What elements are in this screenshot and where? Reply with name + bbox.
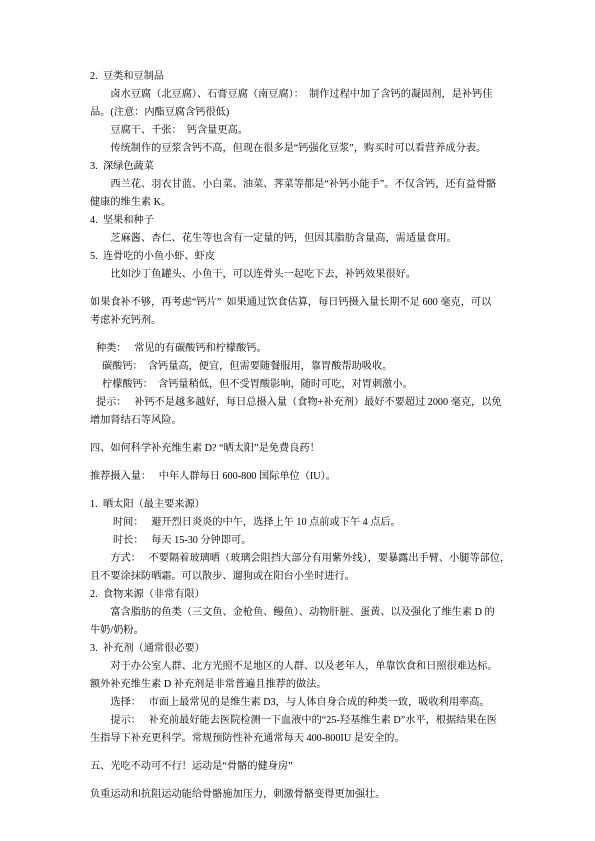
list-number: 2. (90, 71, 98, 82)
paragraph-line: 牛奶/奶粉。 (90, 625, 144, 636)
list-item-heading (90, 68, 520, 86)
list-number: 1. (90, 499, 98, 510)
list-item-title: 食物来源（非常有限） (103, 589, 205, 600)
paragraph-line: 方式： 不要隔着玻璃晒（玻璃会阻挡大部分有用紫外线），要暴露出手臂、小腿等部位， (110, 553, 511, 564)
list-number: 5. (90, 251, 98, 262)
section-heading: 四、如何科学补充维生素 D? “晒太阳”是免费良药！ (90, 443, 320, 454)
paragraph-line: 对于办公室人群、北方光照不足地区的人群、以及老年人，单靠饮食和日照很难达标。 (110, 661, 498, 672)
paragraph-line: 如果食补不够，再考虑“钙片” 如果通过饮食估算，每日钙摄入量长期不足 600 毫克，可以 (90, 297, 492, 308)
recommended-intake-line: 推荐摄入量： 中年人群每日 600-800 国际单位（IU）。 (90, 471, 336, 482)
calcium-carbonate-line: 碳酸钙： 含钙量高，便宜，但需要随餐服用，靠胃酸帮助吸收。 (102, 361, 393, 372)
list-item-title: 坚果和种子 (103, 215, 154, 226)
paragraph-line: 健康的维生素 K。 (90, 197, 172, 208)
list-number: 3. (90, 161, 98, 172)
paragraph-line: 西兰花、羽衣甘蓝、小白菜、油菜、荠菜等都是“补钙小能手”。不仅含钙，还有益骨骼 (110, 179, 497, 190)
paragraph-line: 选择： 市面上最常见的是维生素 D3，与人体自身合成的种类一致，吸收利用率高。 (110, 697, 490, 708)
paragraph-line: 传统制作的豆浆含钙不高，但现在很多是“钙强化豆浆”，购买时可以看营养成分表。 (110, 143, 487, 154)
paragraph-line: 生指导下补充更科学。常规预防性补充通常每天 400-800IU 是安全的。 (90, 733, 405, 744)
list-item-heading (90, 496, 520, 514)
paragraph-line: 比如沙丁鱼罐头、小鱼干，可以连骨头一起吃下去，补钙效果很好。 (110, 269, 417, 280)
list-item-title: 豆类和豆制品 (103, 71, 165, 82)
paragraph-line: 时长： 每天 15-30 分钟即可。 (113, 535, 252, 546)
list-item-title: 晒太阳（最主要来源） (103, 499, 205, 510)
list-item-heading (90, 248, 520, 266)
list-item-title: 连骨吃的小鱼小虾、虾皮 (103, 251, 216, 262)
calcium-citrate-line: 柠檬酸钙： 含钙量稍低，但不受胃酸影响，随时可吃，对胃刺激小。 (102, 379, 413, 390)
list-number: 2. (90, 589, 98, 600)
paragraph-line: 额外补充维生素 D 补充剂是非常普遍且推荐的做法。 (90, 679, 327, 690)
section-heading: 五、光吃不动可不行！运动是“骨骼的健身房” (90, 761, 293, 772)
list-item-heading (90, 158, 520, 176)
document-body (90, 68, 520, 804)
tip-line: 增加肾结石等风险。 (90, 415, 182, 426)
paragraph-line: 考虑补充钙剂。 (90, 315, 162, 326)
list-number: 3. (90, 643, 98, 654)
paragraph-line: 负重运动和抗阻运动能给骨骼施加压力，刺激骨骼变得更加强壮。 (90, 789, 386, 800)
list-item-title: 深绿色蔬菜 (103, 161, 154, 172)
list-item-heading (90, 586, 520, 604)
list-number: 4. (90, 215, 98, 226)
paragraph-line: 卤水豆腐（北豆腐）、石膏豆腐（南豆腐）： 制作过程中加了含钙的凝固剂，是补钙佳 (110, 89, 493, 100)
paragraph-line: 且不要涂抹防晒霜。可以散步、遛狗或在阳台小坐时进行。 (90, 571, 355, 582)
tip-line: 提示： 补钙不是越多越好，每日总摄入量（食物+补充剂）最好不要超过 2000 毫克，以免 (96, 397, 502, 408)
paragraph-line: 芝麻酱、杏仁、花生等也含有一定量的钙，但因其脂肪含量高，需适量食用。 (110, 233, 457, 244)
paragraph-line: 时间： 避开烈日炎炎的中午，选择上午 10 点前或下午 4 点后。 (113, 517, 401, 528)
paragraph-line: 品。(注意：内酯豆腐含钙很低) (90, 107, 230, 118)
paragraph-line: 豆腐干、千张： 钙含量更高。 (110, 125, 248, 136)
paragraph-line: 提示： 补充前最好能去医院检测一下血液中的“25-羟基维生素 D”水平，根据结果在医 (110, 715, 497, 726)
list-item-heading (90, 212, 520, 230)
supplement-types-line: 种类： 常见的有碳酸钙和柠檬酸钙。 (96, 343, 267, 354)
list-item-title: 补充剂（通常很必要） (103, 643, 205, 654)
paragraph-line: 富含脂肪的鱼类（三文鱼、金枪鱼、鳗鱼）、动物肝脏、蛋黄、以及强化了维生素 D 的 (110, 607, 495, 618)
list-item-heading (90, 640, 520, 658)
